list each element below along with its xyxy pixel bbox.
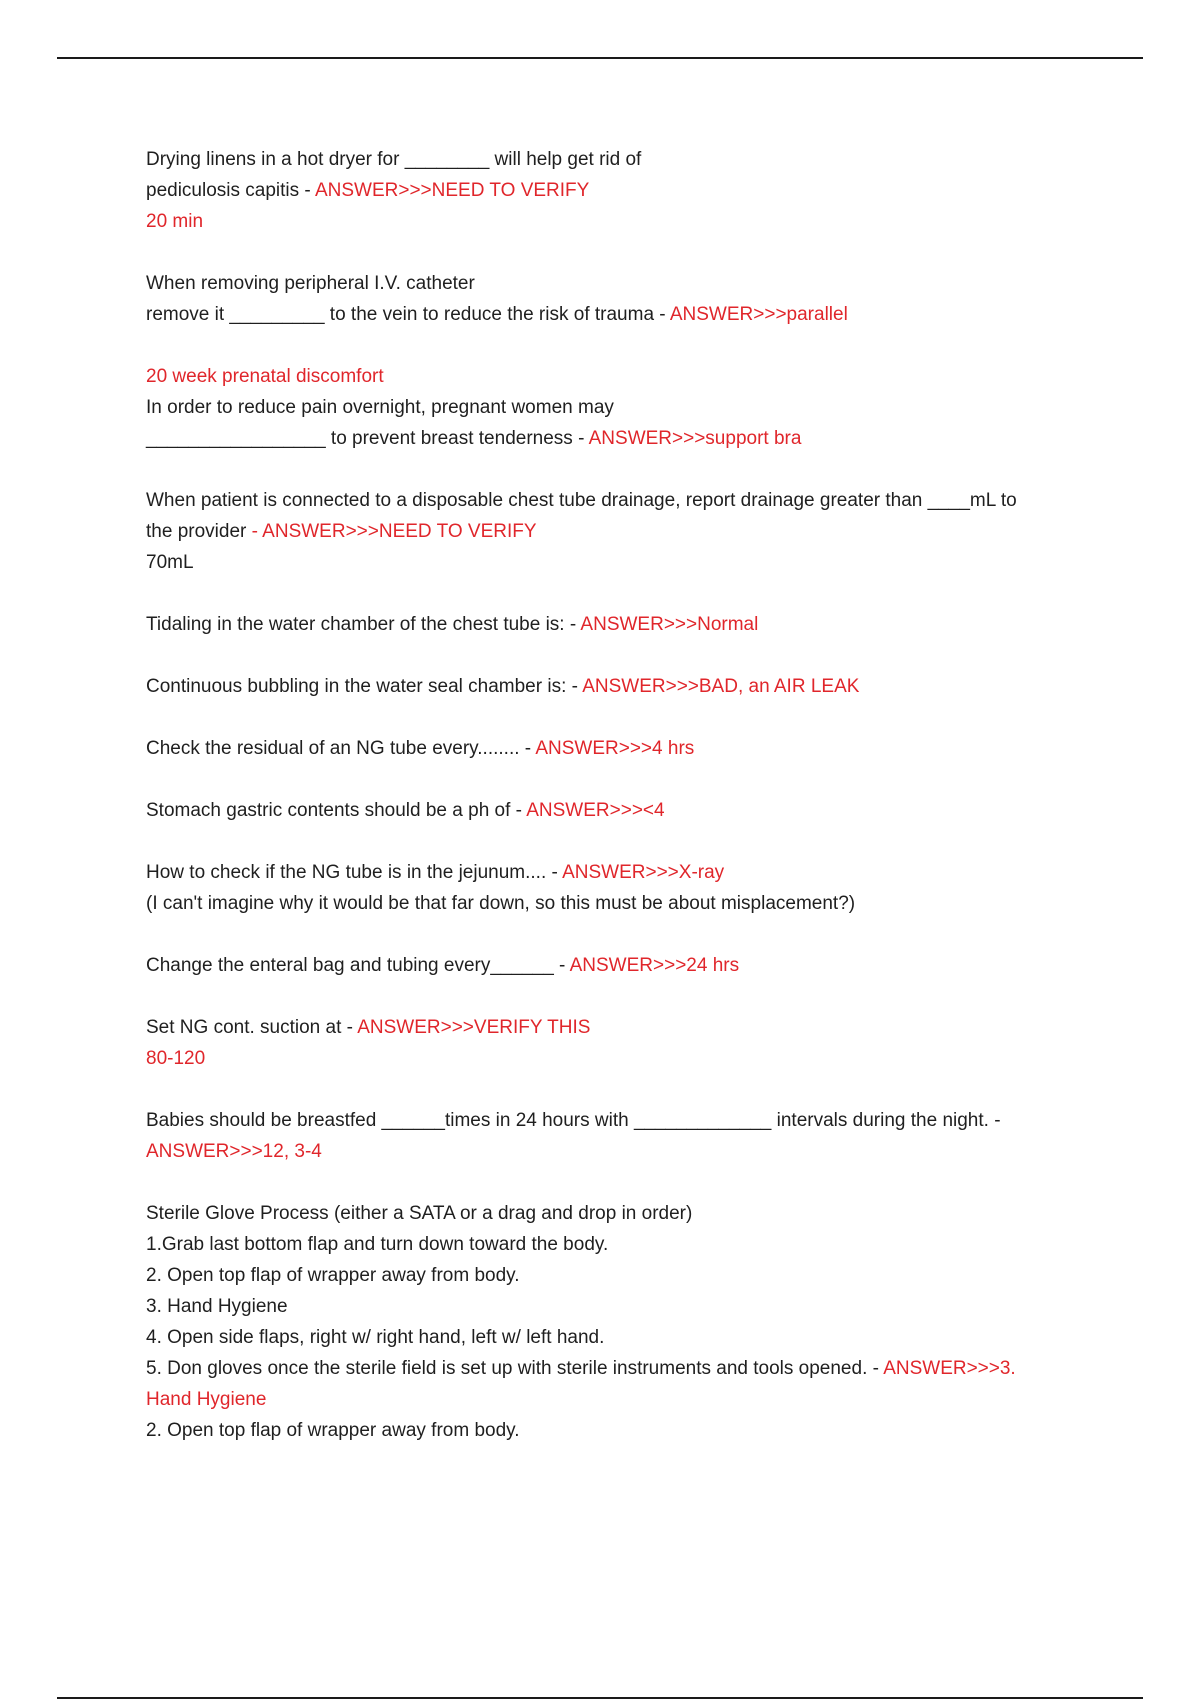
qa-item	[146, 950, 1096, 981]
question-line: the provider - ANSWER>>>NEED TO VERIFY	[146, 521, 537, 542]
question-line: Check the residual of an NG tube every........ - ANSWER>>>4 hrs	[146, 738, 695, 759]
answer-text: ANSWER>>>4 hrs	[535, 738, 695, 759]
question-line: Drying linens in a hot dryer for ________ will help get rid of	[146, 149, 642, 170]
question-line: Babies should be breastfed ______times in 24 hours with _____________ intervals during the night. -	[146, 1110, 1001, 1131]
question-line: Set NG cont. suction at - ANSWER>>>VERIFY THIS	[146, 1017, 591, 1038]
answer-line: Hand Hygiene	[146, 1389, 267, 1410]
answer-text: ANSWER>>>Normal	[580, 614, 759, 635]
qa-item	[146, 361, 1096, 454]
qa-item	[146, 857, 1096, 919]
answer-line: ANSWER>>>12, 3-4	[146, 1141, 322, 1162]
answer-text: ANSWER>>>support bra	[588, 428, 802, 449]
qa-item	[146, 1105, 1096, 1167]
answer-text: ANSWER>>>24 hrs	[569, 955, 740, 976]
qa-item	[146, 609, 1096, 640]
answer-text: ANSWER>>>parallel	[669, 304, 848, 325]
qa-item	[146, 1012, 1096, 1074]
step-line: 5. Don gloves once the sterile field is set up with sterile instruments and tools opened. - ANSWER>>>3.	[146, 1358, 1016, 1379]
answer-text: - ANSWER>>>NEED TO VERIFY	[251, 521, 537, 542]
step-line: 2. Open top flap of wrapper away from body.	[146, 1265, 520, 1286]
answer-text: ANSWER>>><4	[526, 800, 665, 821]
question-line: Stomach gastric contents should be a ph of - ANSWER>>><4	[146, 800, 665, 821]
note-line: 70mL	[146, 552, 194, 573]
question-line: How to check if the NG tube is in the jejunum.... - ANSWER>>>X-ray	[146, 862, 725, 883]
question-line: When patient is connected to a disposable chest tube drainage, report drainage greater than ____mL to	[146, 490, 1017, 511]
qa-item	[146, 485, 1096, 578]
step-line: 2. Open top flap of wrapper away from body.	[146, 1420, 520, 1441]
section-heading: 20 week prenatal discomfort	[146, 366, 384, 387]
answer-line: 20 min	[146, 211, 204, 232]
answer-text: ANSWER>>>3.	[883, 1358, 1016, 1379]
qa-item	[146, 268, 1096, 330]
qa-item	[146, 795, 1096, 826]
step-line: 1.Grab last bottom flap and turn down toward the body.	[146, 1234, 609, 1255]
question-line: Sterile Glove Process (either a SATA or a drag and drop in order)	[146, 1203, 693, 1224]
question-line: remove it _________ to the vein to reduce the risk of trauma - ANSWER>>>parallel	[146, 304, 848, 325]
qa-item	[146, 1198, 1096, 1446]
qa-item	[146, 733, 1096, 764]
qa-item	[146, 144, 1096, 237]
question-line: _________________ to prevent breast tenderness - ANSWER>>>support bra	[146, 428, 802, 449]
step-line: 4. Open side flaps, right w/ right hand, left w/ left hand.	[146, 1327, 605, 1348]
question-line: When removing peripheral I.V. catheter	[146, 273, 475, 294]
answer-line: 80-120	[146, 1048, 206, 1069]
question-line: Tidaling in the water chamber of the chest tube is: - ANSWER>>>Normal	[146, 614, 759, 635]
question-line: Continuous bubbling in the water seal chamber is: - ANSWER>>>BAD, an AIR LEAK	[146, 676, 860, 697]
note-line: (I can't imagine why it would be that far down, so this must be about misplacement?)	[146, 893, 856, 914]
answer-text: ANSWER>>>VERIFY THIS	[357, 1017, 591, 1038]
answer-text: ANSWER>>>NEED TO VERIFY	[314, 180, 590, 201]
answer-text: ANSWER>>>X-ray	[562, 862, 725, 883]
question-line: pediculosis capitis - ANSWER>>>NEED TO VERIFY	[146, 180, 590, 201]
bottom-rule	[57, 1697, 1143, 1699]
answer-text: ANSWER>>>BAD, an AIR LEAK	[582, 676, 860, 697]
step-line: 3. Hand Hygiene	[146, 1296, 288, 1317]
top-rule	[57, 57, 1143, 59]
question-line: Change the enteral bag and tubing every______ - ANSWER>>>24 hrs	[146, 955, 740, 976]
question-line: In order to reduce pain overnight, pregnant women may	[146, 397, 614, 418]
document-body	[146, 144, 1096, 1477]
qa-item	[146, 671, 1096, 702]
